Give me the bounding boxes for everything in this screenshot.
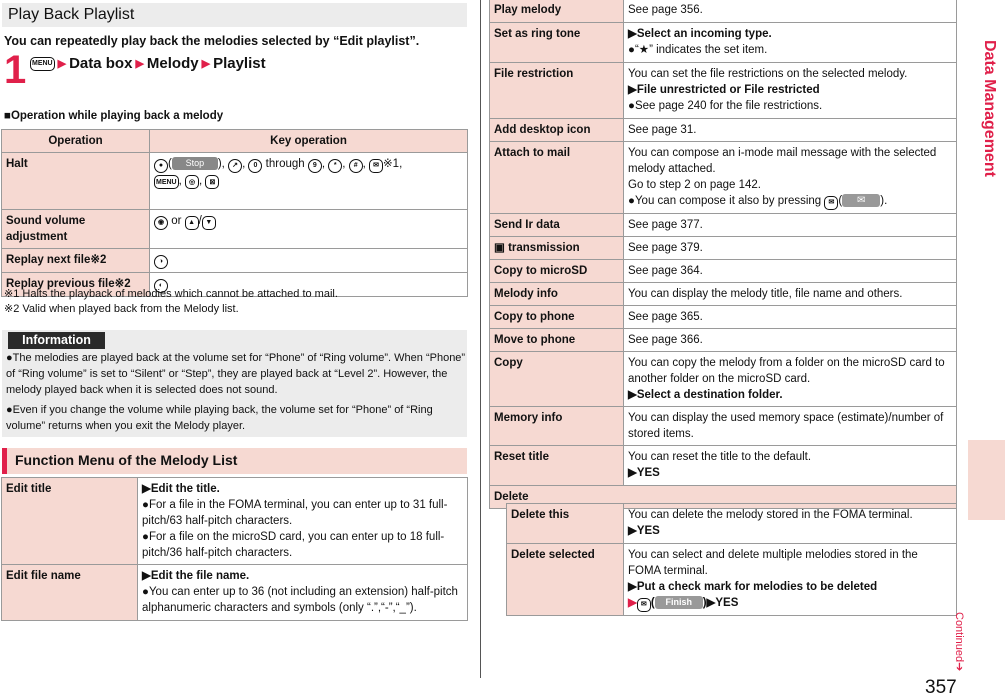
page-number: 357: [925, 677, 957, 697]
fm-reset-title: Reset title: [490, 446, 624, 486]
arrow-icon: ▶: [135, 58, 144, 70]
operation-table: [1, 129, 468, 297]
fm-delete-this: Delete this: [507, 504, 624, 544]
line: ●For a file in the FOMA terminal, you can enter up to 31 full-pitch/63 half-pitch characters.: [142, 499, 448, 527]
line: ▶Put a check mark for melodies to be deleted: [628, 581, 878, 593]
section-header-play-back-playlist: Play Back Playlist: [2, 3, 467, 27]
step-item-melody: Melody: [146, 55, 199, 72]
section-label: Data Management: [981, 40, 998, 177]
mail-key-icon: ✉: [824, 196, 838, 210]
clear-key-icon: ⊠: [205, 175, 219, 189]
desc: [624, 504, 957, 544]
fm-melody-info: Melody info: [490, 283, 624, 306]
fm-copy: Copy: [490, 352, 624, 407]
keys-volume: ◉ or ▲ / ▼: [150, 210, 468, 249]
line: You can set the file restrictions on the selected melody.: [628, 68, 908, 80]
label: transmission: [508, 242, 580, 254]
fm-copy-to-microsd: Copy to microSD: [490, 260, 624, 283]
desc: See page 31.: [624, 119, 957, 142]
fm-edit-file-name-desc: [138, 565, 468, 621]
mail-key-icon: ✉: [637, 598, 651, 612]
desc: [624, 544, 957, 616]
desc: See page 366.: [624, 329, 957, 352]
fm-memory-info: Memory info: [490, 407, 624, 446]
desc: You can display the melody title, file name and others.: [624, 283, 957, 306]
side-up-key-icon: ▲: [185, 216, 199, 230]
mail-key-icon: ✉: [369, 159, 383, 173]
fm-edit-title: Edit title: [2, 478, 138, 565]
step-number: 1: [4, 48, 27, 92]
fm-add-desktop-icon: Add desktop icon: [490, 119, 624, 142]
info-item: ●Even if you change the volume while playing back, the volume set for “Phone” of “Ring volume” returns when you exit the Melody player.: [6, 404, 433, 432]
column-divider: [480, 0, 481, 678]
stop-softkey-icon: Stop: [172, 157, 218, 170]
line: ●You can enter up to 36 (not including an extension) half-pitch alphanumeric characters and symbols (only “.”,“-”,“_”).: [142, 586, 458, 614]
ic-transmission-icon: ▣: [494, 242, 505, 254]
line: ▶Select an incoming type.: [628, 28, 772, 40]
line-text: ●You can compose it also by pressing: [628, 195, 822, 207]
line: ●You can compose it also by pressing ✉ ( ✉ ).: [628, 193, 952, 210]
fm-copy-to-phone: Copy to phone: [490, 306, 624, 329]
information-tag: Information: [8, 332, 105, 349]
info-item: ●The melodies are played back at the volume set for “Phone” of “Ring volume”. When “Phone” of “Ring volume” is set to “Silent” or “Step”, they are played back at “Level 2”. However, the melody played back when it is selected does not sound.: [6, 352, 466, 396]
navi-right-icon: ◑: [154, 255, 168, 269]
hash-key-icon: #: [349, 159, 363, 173]
footnote-2: ※2 Valid when played back from the Melody list.: [4, 303, 239, 315]
delete-subtable: [506, 503, 957, 616]
function-menu-table-right: [489, 0, 957, 509]
camera-key-icon: ◎: [185, 175, 199, 189]
line: ▶Select a destination folder.: [628, 389, 783, 401]
information-body: [6, 350, 466, 434]
operation-title: ■Operation while playing back a melody: [4, 110, 224, 122]
arrow-icon: ▶: [201, 58, 211, 70]
continued-label: Continued➔: [953, 612, 965, 672]
line: ●See page 240 for the file restrictions.: [628, 100, 823, 112]
finish-softkey-icon: Finish: [655, 596, 703, 609]
desc: See page 377.: [624, 214, 957, 237]
op-replay-previous: Replay previous file※2: [2, 273, 150, 297]
arrow: ▶: [628, 597, 637, 609]
line: ●For a file on the microSD card, you can enter up to 18 full-pitch/36 half-pitch characters.: [142, 531, 445, 559]
op-halt: Halt: [2, 153, 150, 210]
keys-halt: ● ( Stop ), ↗ , 0 through 9 , * , # , ✉ ※1, MENU , ◎ , ⊠: [150, 153, 468, 210]
keys-next: [150, 249, 468, 273]
footnote-1: ※1 Halts the playback of melodies which cannot be attached to mail.: [4, 288, 338, 300]
line: ●“★” indicates the set item.: [628, 44, 768, 56]
table-header: Operation: [2, 130, 150, 153]
table-header: Key operation: [150, 130, 468, 153]
function-menu-table-left: [1, 477, 468, 621]
step-instruction: [30, 55, 266, 72]
desc: [624, 63, 957, 119]
call-key-icon: ↗: [228, 159, 242, 173]
footnotes: [4, 287, 338, 317]
navi-left-icon: ◐: [154, 279, 168, 293]
fm-file-restriction: File restriction: [490, 63, 624, 119]
desc: See page 356.: [624, 0, 957, 23]
desc: See page 364.: [624, 260, 957, 283]
step-item-data-box: Data box: [69, 55, 133, 72]
zero-key-icon: 0: [248, 159, 262, 173]
side-down-key-icon: ▼: [202, 216, 216, 230]
desc: [624, 23, 957, 63]
fm-edit-title-desc: [138, 478, 468, 565]
function-menu-title: Function Menu of the Melody List: [2, 448, 467, 474]
line: ▶YES: [628, 467, 660, 479]
fm-edit-file-name: Edit file name: [2, 565, 138, 621]
line: You can delete the melody stored in the FOMA terminal.: [628, 509, 913, 521]
line: Go to step 2 on page 142.: [628, 179, 761, 191]
desc: [624, 352, 957, 407]
nine-key-icon: 9: [308, 159, 322, 173]
line: You can select and delete multiple melodies stored in the FOMA terminal.: [628, 549, 918, 577]
fm-ic-transmission: [490, 237, 624, 260]
desc: You can display the used memory space (estimate)/number of stored items.: [624, 407, 957, 446]
fm-set-ring-tone: Set as ring tone: [490, 23, 624, 63]
step-item-playlist: Playlist: [213, 55, 266, 72]
line: ▶ ✉ ( Finish )▶YES: [628, 595, 952, 612]
op-sound-volume: Sound volume adjustment: [2, 210, 150, 249]
arrow-icon: ▶: [57, 58, 67, 70]
fm-play-melody: Play melody: [490, 0, 624, 23]
desc: See page 379.: [624, 237, 957, 260]
line: ▶Edit the title.: [142, 483, 220, 495]
desc: [624, 142, 957, 214]
fm-attach-to-mail: Attach to mail: [490, 142, 624, 214]
menu-key-icon: MENU: [30, 57, 55, 71]
line: You can compose an i-mode mail message with the selected melody attached.: [628, 147, 937, 175]
line: You can copy the melody from a folder on the microSD card to another folder on the microSD card.: [628, 357, 945, 385]
line: ▶Edit the file name.: [142, 570, 250, 582]
desc: See page 365.: [624, 306, 957, 329]
mail-softkey-icon: ✉: [842, 194, 880, 207]
fm-send-ir-data: Send Ir data: [490, 214, 624, 237]
fm-delete: Delete: [490, 486, 957, 509]
navi-updown-icon: ◉: [154, 216, 168, 230]
op-replay-next: Replay next file※2: [2, 249, 150, 273]
center-key-icon: ●: [154, 159, 168, 173]
line: You can reset the title to the default.: [628, 451, 812, 463]
line-text: ▶YES: [706, 597, 739, 609]
intro-text: You can repeatedly play back the melodies selected by “Edit playlist”.: [4, 34, 420, 48]
star-key-icon: *: [328, 159, 342, 173]
fm-delete-selected: Delete selected: [507, 544, 624, 616]
menu-key-icon: MENU: [154, 175, 179, 189]
fm-move-to-phone: Move to phone: [490, 329, 624, 352]
desc: [624, 446, 957, 486]
line: ▶YES: [628, 525, 660, 537]
line: ▶File unrestricted or File restricted: [628, 84, 820, 96]
